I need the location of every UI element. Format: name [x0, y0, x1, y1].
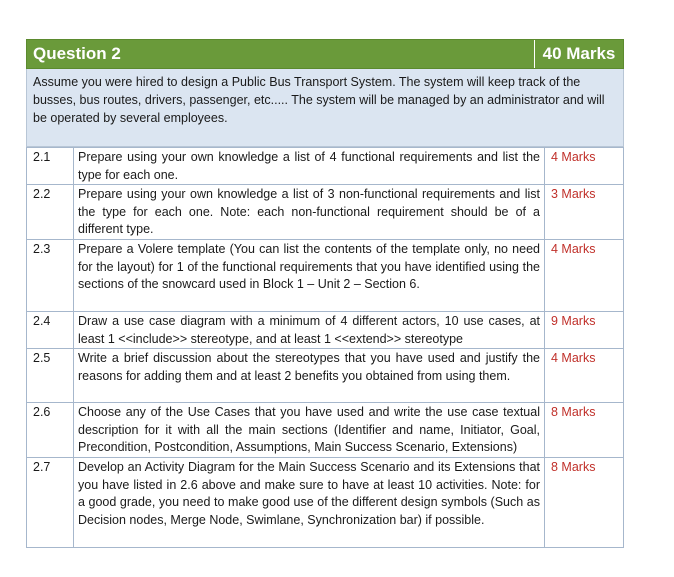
- item-number: 2.7: [27, 457, 74, 547]
- item-marks: 9 Marks: [545, 311, 624, 348]
- item-marks: 4 Marks: [545, 349, 624, 403]
- table-row: [27, 148, 624, 185]
- item-text: Draw a use case diagram with a minimum of 4 different actors, 10 use cases, at least 1 <<include>> stereotype, and at least 1 <<extend>> stereotype: [74, 311, 545, 348]
- question-sheet: [26, 39, 624, 548]
- item-text: Prepare using your own knowledge a list of 3 non-functional requirements and list the type for each one. Note: each non-functional requirement should be of a different type.: [74, 185, 545, 240]
- table-row: [27, 349, 624, 403]
- item-marks: 8 Marks: [545, 403, 624, 458]
- table-row: [27, 239, 624, 311]
- question-total-marks: 40 Marks: [534, 40, 623, 68]
- item-number: 2.5: [27, 349, 74, 403]
- item-marks: 4 Marks: [545, 239, 624, 311]
- item-text: Develop an Activity Diagram for the Main Success Scenario and its Extensions that you have listed in 2.6 above and make sure to have at least 10 activities. Note: for a good grade, you need to make good use of the different design symbols (Such as Decision nodes, Merge Node, Swimlane, Synchronization bar) if possible.: [74, 457, 545, 547]
- item-text: Prepare a Volere template (You can list the contents of the template only, no need for the layout) for 1 of the functional requirements that you have identified using the sections of the snowcard used in Block 1 – Unit 2 – Section 6.: [74, 239, 545, 311]
- item-number: 2.4: [27, 311, 74, 348]
- item-text: Choose any of the Use Cases that you have used and write the use case textual description for it with all the main sections (Identifier and name, Initiator, Goal, Precondition, Postcondition, Assumptions, Main Success Scenario, Extensions): [74, 403, 545, 458]
- table-row: [27, 403, 624, 458]
- question-title: Question 2: [33, 44, 121, 63]
- item-marks: 4 Marks: [545, 148, 624, 185]
- table-row: [27, 185, 624, 240]
- question-header: [26, 39, 624, 69]
- item-number: 2.6: [27, 403, 74, 458]
- item-marks: 8 Marks: [545, 457, 624, 547]
- table-row: [27, 311, 624, 348]
- scenario-description: Assume you were hired to design a Public Bus Transport System. The system will keep track of the busses, bus routes, drivers, passenger, etc..... The system will be managed by an administrator and will be operated by several employees.: [26, 69, 624, 147]
- item-marks: 3 Marks: [545, 185, 624, 240]
- requirements-table: [26, 147, 624, 548]
- item-text: Write a brief discussion about the stereotypes that you have used and justify the reasons for adding them and at least 2 benefits you obtained from using them.: [74, 349, 545, 403]
- item-number: 2.2: [27, 185, 74, 240]
- item-number: 2.1: [27, 148, 74, 185]
- table-row: [27, 457, 624, 547]
- item-text: Prepare using your own knowledge a list of 4 functional requirements and list the type for each one.: [74, 148, 545, 185]
- item-number: 2.3: [27, 239, 74, 311]
